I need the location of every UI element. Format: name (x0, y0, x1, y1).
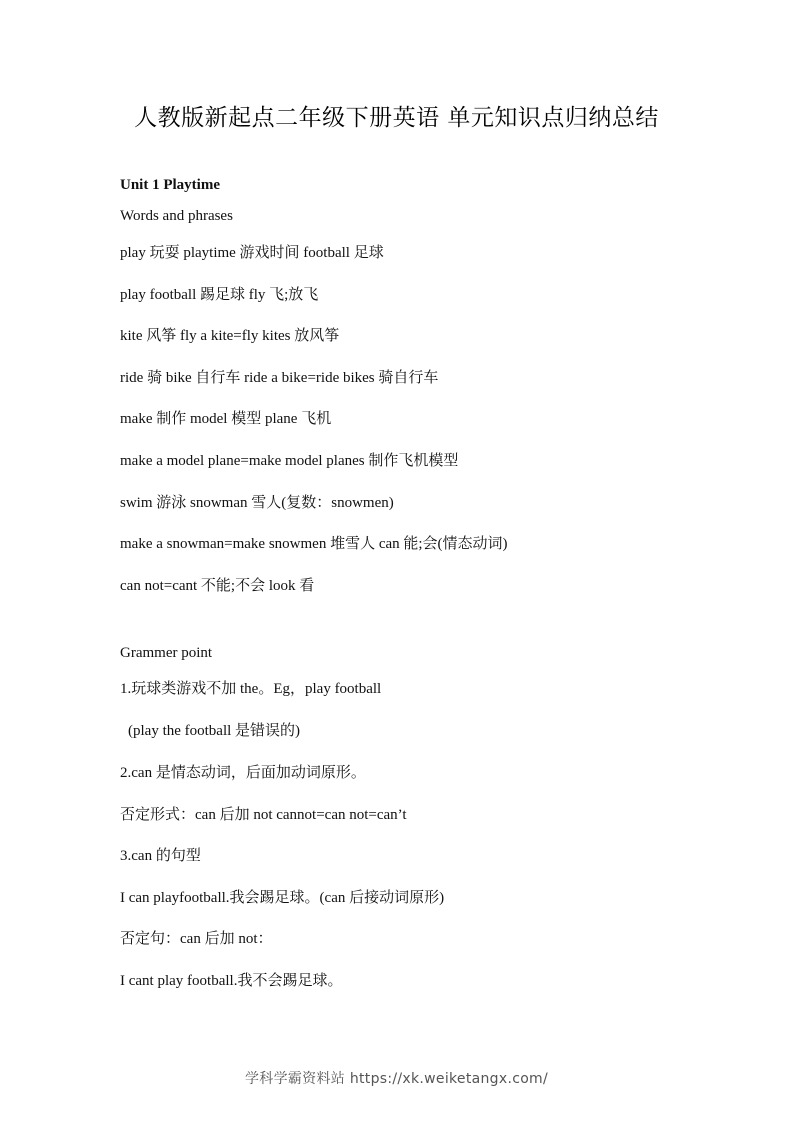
grammar-line: 1.玩球类游戏不加 the。Eg，play football (120, 681, 382, 697)
grammar-line: I can playfootball.我会踢足球。(can 后接动词原形) (120, 890, 445, 906)
word-line: make 制作 model 模型 plane 飞机 (120, 411, 332, 427)
document-title: 人教版新起点二年级下册英语 单元知识点归纳总结 (134, 105, 659, 131)
unit-heading: Unit 1 Playtime (120, 177, 220, 193)
grammar-line: I cant play football.我不会踢足球。 (120, 973, 343, 989)
word-line: ride 骑 bike 自行车 ride a bike=ride bikes 骑自行车 (120, 370, 439, 386)
grammar-line: 2.can 是情态动词，后面加动词原形。 (120, 765, 366, 781)
word-line: make a model plane=make model planes 制作飞机模型 (120, 453, 459, 469)
word-line: make a snowman=make snowmen 堆雪人 can 能;会(情态动词) (120, 536, 508, 552)
footer-watermark: 学科学霸资料站 https://xk.weiketangx.com/ (244, 1071, 549, 1087)
words-heading: Words and phrases (120, 208, 233, 224)
grammar-line: (play the football 是错误的) (128, 723, 301, 739)
word-line: swim 游泳 snowman 雪人(复数：snowmen) (120, 495, 394, 511)
word-line: play football 踢足球 fly 飞;放飞 (120, 287, 319, 303)
word-line: play 玩耍 playtime 游戏时间 football 足球 (120, 245, 384, 261)
word-line: kite 风筝 fly a kite=fly kites 放风筝 (120, 328, 340, 344)
grammar-line: 3.can 的句型 (120, 848, 201, 864)
grammar-line: 否定形式：can 后加 not cannot=can not=can’t (120, 807, 407, 823)
word-line: can not=cant 不能;不会 look 看 (120, 578, 315, 594)
grammar-line: 否定句：can 后加 not： (120, 931, 273, 947)
grammar-heading: Grammer point (120, 645, 213, 661)
